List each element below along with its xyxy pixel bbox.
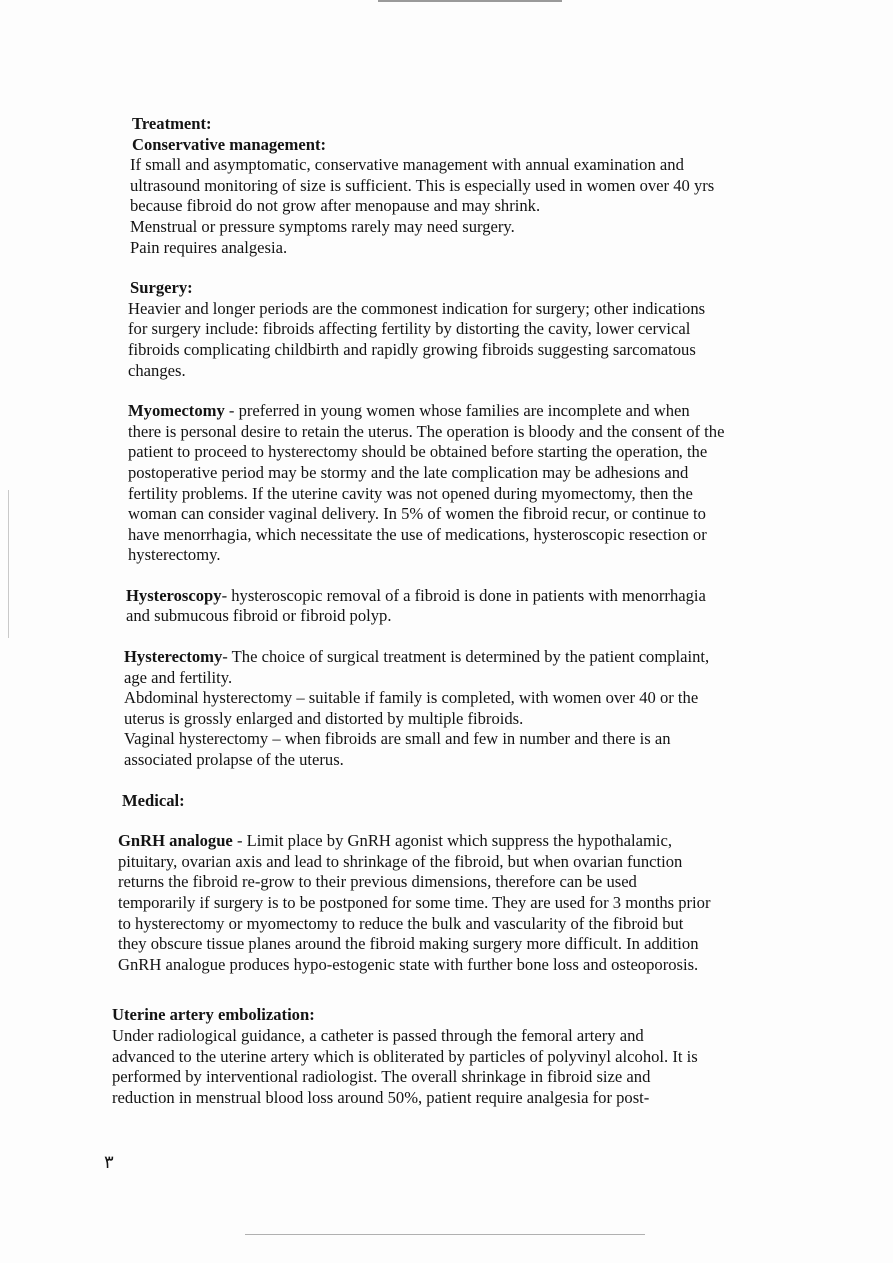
embolization-line: performed by interventional radiologist. The overall shrinkage in fibroid size and xyxy=(112,1067,651,1087)
surgery-line: Heavier and longer periods are the commonest indication for surgery; other indications xyxy=(128,298,706,318)
hysteroscopy-first-line-text: - hysteroscopic removal of a fibroid is done in patients with menorrhagia xyxy=(221,585,706,605)
embolization-heading: Uterine artery embolization: xyxy=(112,1005,315,1025)
myomectomy-line: patient to proceed to hysterectomy should be obtained before starting the operation, the xyxy=(128,442,708,462)
document-body xyxy=(108,114,768,1108)
myomectomy-line: fertility problems. If the uterine cavity was not opened during myomectomy, then the xyxy=(128,483,693,503)
hysterectomy-first-line xyxy=(124,647,768,668)
conservative-line: ultrasound monitoring of size is sufficient. This is especially used in women over 40 yrs xyxy=(130,175,715,195)
treatment-heading: Treatment: xyxy=(132,114,212,133)
gnrh-line: they obscure tissue planes around the fibroid making surgery more difficult. In addition xyxy=(118,934,699,954)
gnrh-first-line xyxy=(118,831,768,852)
hysterectomy-line: uterus is grossly enlarged and distorted by multiple fibroids. xyxy=(124,708,524,728)
embolization-line: reduction in menstrual blood loss around 50%, patient require analgesia for post- xyxy=(112,1087,650,1107)
myomectomy-line: hysterectomy. xyxy=(128,545,221,565)
page-number: ٣ xyxy=(104,1152,114,1173)
hysterectomy-line: Abdominal hysterectomy – suitable if family is completed, with women over 40 or the xyxy=(124,688,699,708)
myomectomy-line: there is personal desire to retain the uterus. The operation is bloody and the consent of the xyxy=(128,421,725,441)
gnrh-first-line-text: - Limit place by GnRH agonist which suppress the hypothalamic, xyxy=(232,831,672,851)
hysteroscopy-line: and submucous fibroid or fibroid polyp. xyxy=(126,606,392,626)
hysteroscopy-term: Hysteroscopy xyxy=(126,585,222,605)
medical-heading: Medical: xyxy=(122,790,185,810)
gnrh-line: temporarily if surgery is to be postponed for some time. They are used for 3 months prior xyxy=(118,893,711,912)
surgery-line: changes. xyxy=(128,360,186,380)
hysterectomy-line: associated prolapse of the uterus. xyxy=(124,750,344,770)
gnrh-term: GnRH analogue xyxy=(118,831,233,851)
scan-artifact-left-line xyxy=(8,490,9,638)
scan-artifact-top-line xyxy=(378,0,562,2)
gnrh-line: GnRH analogue produces hypo-estogenic state with further bone loss and osteoporosis. xyxy=(118,954,699,974)
surgery-line: for surgery include: fibroids affecting fertility by distorting the cavity, lower cervical xyxy=(128,319,691,339)
myomectomy-line: have menorrhagia, which necessitate the use of medications, hysteroscopic resection or xyxy=(128,524,707,544)
myomectomy-line: woman can consider vaginal delivery. In 5% of women the fibroid recur, or continue to xyxy=(128,504,706,524)
gnrh-line: returns the fibroid re-grow to their previous dimensions, therefore can be used xyxy=(118,872,637,892)
hysteroscopy-first-line xyxy=(126,586,768,607)
embolization-line: advanced to the uterine artery which is obliterated by particles of polyvinyl alcohol. It is xyxy=(112,1046,698,1066)
hysterectomy-line: age and fertility. xyxy=(124,667,233,687)
conservative-line: Pain requires analgesia. xyxy=(130,237,288,257)
myomectomy-first-line xyxy=(128,401,768,422)
surgery-heading: Surgery: xyxy=(130,278,193,298)
conservative-line: If small and asymptomatic, conservative management with annual examination and xyxy=(130,155,684,175)
embolization-line: Under radiological guidance, a catheter is passed through the femoral artery and xyxy=(112,1025,644,1045)
myomectomy-first-line-text: - preferred in young women whose families are incomplete and when xyxy=(224,401,690,421)
hysterectomy-first-line-text: - The choice of surgical treatment is determined by the patient complaint, xyxy=(222,647,710,667)
conservative-line: Menstrual or pressure symptoms rarely may need surgery. xyxy=(130,216,515,236)
hysterectomy-term: Hysterectomy xyxy=(124,647,223,667)
conservative-management-heading: Conservative management: xyxy=(132,134,327,154)
gnrh-line: to hysterectomy or myomectomy to reduce the bulk and vascularity of the fibroid but xyxy=(118,913,684,933)
gnrh-line: pituitary, ovarian axis and lead to shrinkage of the fibroid, but when ovarian function xyxy=(118,851,683,871)
hysterectomy-line: Vaginal hysterectomy – when fibroids are small and few in number and there is an xyxy=(124,729,671,749)
myomectomy-line: postoperative period may be stormy and the late complication may be adhesions and xyxy=(128,462,689,482)
conservative-line: because fibroid do not grow after menopause and may shrink. xyxy=(130,196,541,216)
myomectomy-term: Myomectomy xyxy=(128,401,225,421)
scan-artifact-bottom-line xyxy=(245,1234,645,1235)
surgery-line: fibroids complicating childbirth and rapidly growing fibroids suggesting sarcomatous xyxy=(128,339,696,359)
